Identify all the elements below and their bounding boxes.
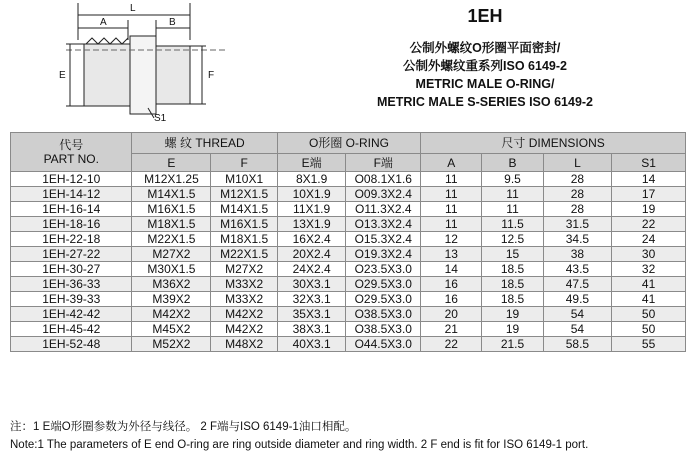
- table-cell: 22: [612, 217, 686, 232]
- table-cell: M18X1.5: [132, 217, 211, 232]
- table-cell: M52X2: [132, 337, 211, 352]
- table-cell: 21: [421, 322, 482, 337]
- table-cell: 19: [612, 202, 686, 217]
- table-cell: M27X2: [211, 262, 277, 277]
- table-row: [11, 217, 686, 232]
- table-cell: 18.5: [482, 277, 543, 292]
- table-cell: 1EH-45-42: [11, 322, 132, 337]
- title-line-3: METRIC MALE O-RING/: [415, 77, 555, 91]
- table-cell: O19.3X2.4: [346, 247, 421, 262]
- table-cell: 8X1.9: [277, 172, 346, 187]
- table-cell: M10X1: [211, 172, 277, 187]
- label-f: F: [208, 70, 215, 81]
- table-cell: 32: [612, 262, 686, 277]
- table-cell: 35X3.1: [277, 307, 346, 322]
- table-row: [11, 277, 686, 292]
- table-row: [11, 292, 686, 307]
- table-cell: 1EH-36-33: [11, 277, 132, 292]
- table-cell: 15: [482, 247, 543, 262]
- table-cell: M22X1.5: [132, 232, 211, 247]
- table-cell: M33X2: [211, 277, 277, 292]
- note-cn: 注：1 E端O形圈参数为外径与线径。 2 F端与ISO 6149-1油口相配。: [10, 421, 357, 433]
- table-header-row: [11, 133, 686, 154]
- table-cell: M39X2: [132, 292, 211, 307]
- table-cell: 50: [612, 322, 686, 337]
- table-cell: 20X2.4: [277, 247, 346, 262]
- label-b: B: [169, 17, 176, 28]
- header-part-en: PART NO.: [43, 152, 99, 166]
- table-cell: 12: [421, 232, 482, 247]
- notes: [10, 418, 690, 454]
- left-thread-body: [84, 44, 130, 106]
- sub-l: L: [543, 154, 612, 172]
- table-cell: 19: [482, 322, 543, 337]
- note-en: Note:1 The parameters of E end O-ring are ring outside diameter and ring width. 2 F end is fit for ISO 6149-1 port.: [10, 439, 589, 451]
- table-cell: O09.3X2.4: [346, 187, 421, 202]
- table-row: [11, 172, 686, 187]
- table-cell: M30X1.5: [132, 262, 211, 277]
- table-cell: O15.3X2.4: [346, 232, 421, 247]
- table-cell: 9.5: [482, 172, 543, 187]
- table-row: [11, 262, 686, 277]
- table-cell: O29.5X3.0: [346, 277, 421, 292]
- table-cell: 30: [612, 247, 686, 262]
- table-cell: O29.5X3.0: [346, 292, 421, 307]
- table-cell: 38: [543, 247, 612, 262]
- table-cell: 1EH-16-14: [11, 202, 132, 217]
- title-line-4: METRIC MALE S-SERIES ISO 6149-2: [376, 95, 594, 109]
- table-cell: 30X3.1: [277, 277, 346, 292]
- table-cell: 28: [543, 202, 612, 217]
- table-cell: 11X1.9: [277, 202, 346, 217]
- header-part-cn: 代号: [59, 138, 84, 152]
- table-cell: 55: [612, 337, 686, 352]
- table-cell: M12X1.5: [211, 187, 277, 202]
- table-cell: O13.3X2.4: [346, 217, 421, 232]
- table-cell: 34.5: [543, 232, 612, 247]
- table-cell: 11: [421, 187, 482, 202]
- table-cell: 1EH-12-10: [11, 172, 132, 187]
- sub-e: E: [132, 154, 211, 172]
- table-cell: 13: [421, 247, 482, 262]
- table-cell: 16: [421, 277, 482, 292]
- table-cell: 11.5: [482, 217, 543, 232]
- table-cell: 11: [421, 172, 482, 187]
- table-cell: 13X1.9: [277, 217, 346, 232]
- table-cell: 28: [543, 187, 612, 202]
- table-cell: 22: [421, 337, 482, 352]
- table-cell: M33X2: [211, 292, 277, 307]
- table-cell: 28: [543, 172, 612, 187]
- table-cell: M48X2: [211, 337, 277, 352]
- table-cell: M36X2: [132, 277, 211, 292]
- table-cell: M42X2: [211, 322, 277, 337]
- table-cell: 20: [421, 307, 482, 322]
- table-row: [11, 322, 686, 337]
- table-cell: 21.5: [482, 337, 543, 352]
- table-cell: 58.5: [543, 337, 612, 352]
- table-cell: 18.5: [482, 292, 543, 307]
- table-cell: 1EH-14-12: [11, 187, 132, 202]
- table-cell: 54: [543, 322, 612, 337]
- sub-s1: S1: [612, 154, 686, 172]
- thread-hatch: [86, 38, 128, 44]
- table-cell: M16X1.5: [211, 217, 277, 232]
- table-cell: 50: [612, 307, 686, 322]
- table-cell: 24: [612, 232, 686, 247]
- table-cell: 12.5: [482, 232, 543, 247]
- table-cell: 41: [612, 277, 686, 292]
- sub-f-end: F端: [346, 154, 421, 172]
- table-cell: M14X1.5: [132, 187, 211, 202]
- table-cell: M16X1.5: [132, 202, 211, 217]
- table-row: [11, 232, 686, 247]
- sub-a: A: [421, 154, 482, 172]
- label-e: E: [59, 70, 66, 81]
- sub-b: B: [482, 154, 543, 172]
- table-row: [11, 202, 686, 217]
- table-cell: 32X3.1: [277, 292, 346, 307]
- table-row: [11, 337, 686, 352]
- right-thread-body: [156, 46, 190, 104]
- table-cell: 38X3.1: [277, 322, 346, 337]
- table-row: [11, 187, 686, 202]
- table-cell: 1EH-52-48: [11, 337, 132, 352]
- label-s1: S1: [154, 113, 167, 124]
- label-l: L: [130, 3, 136, 14]
- table-row: [11, 307, 686, 322]
- label-a: A: [100, 17, 107, 28]
- table-cell: 47.5: [543, 277, 612, 292]
- table-cell: 18.5: [482, 262, 543, 277]
- table-cell: M22X1.5: [211, 247, 277, 262]
- table-cell: 10X1.9: [277, 187, 346, 202]
- table-cell: M27X2: [132, 247, 211, 262]
- fitting-drawing-svg: [56, 0, 226, 125]
- table-cell: O23.5X3.0: [346, 262, 421, 277]
- table-cell: O38.5X3.0: [346, 307, 421, 322]
- header-oring: O形圈 O-RING: [277, 133, 420, 154]
- table-cell: 43.5: [543, 262, 612, 277]
- table-cell: M42X2: [132, 307, 211, 322]
- table-cell: 1EH-39-33: [11, 292, 132, 307]
- table-cell: 1EH-27-22: [11, 247, 132, 262]
- product-code: 1EH: [467, 6, 503, 26]
- table-cell: M45X2: [132, 322, 211, 337]
- table-cell: O11.3X2.4: [346, 202, 421, 217]
- table-cell: M12X1.25: [132, 172, 211, 187]
- table-cell: 11: [421, 217, 482, 232]
- table-cell: 17: [612, 187, 686, 202]
- sub-f: F: [211, 154, 277, 172]
- spec-table: [10, 132, 686, 352]
- table-cell: 54: [543, 307, 612, 322]
- table-cell: M42X2: [211, 307, 277, 322]
- table-cell: 24X2.4: [277, 262, 346, 277]
- hex-body: [130, 36, 156, 114]
- table-cell: 14: [421, 262, 482, 277]
- fitting-drawing: [56, 0, 226, 125]
- table-cell: 1EH-30-27: [11, 262, 132, 277]
- table-cell: M18X1.5: [211, 232, 277, 247]
- table-cell: M14X1.5: [211, 202, 277, 217]
- table-cell: 14: [612, 172, 686, 187]
- table-cell: 16X2.4: [277, 232, 346, 247]
- table-cell: 19: [482, 307, 543, 322]
- table-row: [11, 247, 686, 262]
- table-cell: 11: [482, 202, 543, 217]
- table-cell: O44.5X3.0: [346, 337, 421, 352]
- header-thread: 螺 纹 THREAD: [132, 133, 277, 154]
- table-cell: 11: [421, 202, 482, 217]
- table-cell: 40X3.1: [277, 337, 346, 352]
- table-cell: 11: [482, 187, 543, 202]
- title-line-2: 公制外螺纹重系列ISO 6149-2: [403, 59, 567, 73]
- table-cell: 16: [421, 292, 482, 307]
- table-cell: 1EH-42-42: [11, 307, 132, 322]
- product-header: [330, 2, 640, 111]
- title-line-1: 公制外螺纹O形圈平面密封/: [409, 41, 561, 55]
- table-cell: 49.5: [543, 292, 612, 307]
- table-cell: O08.1X1.6: [346, 172, 421, 187]
- sub-e-end: E端: [277, 154, 346, 172]
- header-dimensions: 尺寸 DIMENSIONS: [421, 133, 686, 154]
- table-cell: 1EH-22-18: [11, 232, 132, 247]
- table-cell: O38.5X3.0: [346, 322, 421, 337]
- header-part-no: [11, 133, 132, 172]
- table-cell: 41: [612, 292, 686, 307]
- table-cell: 1EH-18-16: [11, 217, 132, 232]
- table-cell: 31.5: [543, 217, 612, 232]
